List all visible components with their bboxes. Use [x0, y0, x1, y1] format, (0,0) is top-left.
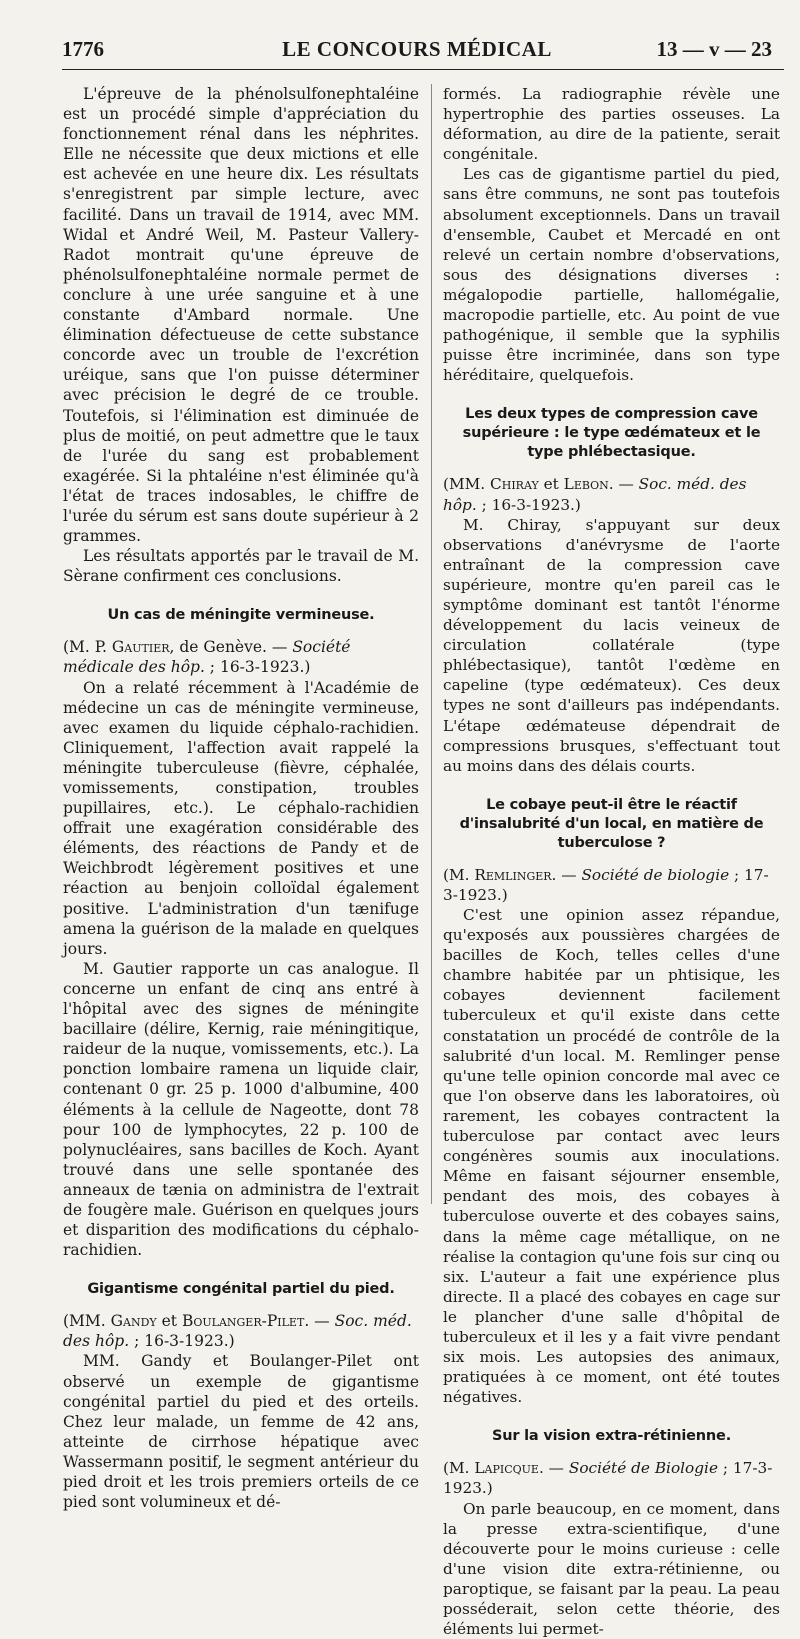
- paragraph: On parle beaucoup, en ce moment, dans la presse extra-scientifique, d'une découverte pour le moins curieuse : celle d'une vision dite extra-rétinienne, ou paroptique, se faisant par la peau. La peau posséderait, selon cette théorie, des éléments lui permet-: [443, 1499, 780, 1639]
- citation: (M. P. Gautier, de Genève. — Société médicale des hôp. ; 16-3-1923.): [63, 638, 351, 677]
- paragraph: M. Chiray, s'appuyant sur deux observations d'anévrysme de l'aorte entraînant de la compression cave supérieure, montre qu'en pareil cas le symptôme dominant est tantôt l'énorme développement du lacis veineux de circulation collatérale (type phlébectasique), tantôt l'œdème en capeline (type œdémateux). Ces deux types ne sont d'ailleurs pas indépendants. L'étape œdémateuse dépendrait de compressions brusques, s'effectuant tout au moins dans des délais courts.: [443, 515, 780, 775]
- citation: (MM. Chiray et Lebon. — Soc. méd. des hôp. ; 16-3-1923.): [443, 475, 747, 514]
- paragraph: Les résultats apportés par le travail de M. Sèrane confirment ces conclusions.: [63, 547, 419, 586]
- section-title: Sur la vision extra-rétinienne.: [492, 1428, 731, 1445]
- right-column: [443, 84, 780, 1639]
- paragraph: M. Gautier rapporte un cas analogue. Il concerne un enfant de cinq ans entré à l'hôpital avec des signes de méningite bacillaire (délire, Kernig, raie méningitique, raideur de la nuque, vomissements, etc.). La ponction lombaire ramena un liquide clair, contenant 0 gr. 25 p. 1000 d'albumine, 400 éléments à la cellule de Nageotte, dont 78 pour 100 de lymphocytes, 22 p. 100 de polynucléaires, sans bacilles de Koch. Ayant trouvé dans une selle spontanée des anneaux de tænia on administra de l'extrait de fougère male. Guérison en quelques jours et disparition des modifications du céphalo-rachidien.: [63, 959, 419, 1260]
- paragraph: formés. La radiographie révèle une hypertrophie des parties osseuses. La déformation, au dire de la patiente, serait congénitale.: [443, 85, 780, 164]
- paragraph: L'épreuve de la phénolsulfonephtaléine est un procédé simple d'appréciation du fonctionnement rénal dans les néphrites. Elle ne nécessite que deux mictions et elle est achevée en une heure dix. Les résultats s'enregistrent par simple lecture, avec facilité. Dans un travail de 1914, avec MM. Widal et André Weil, M. Pasteur Vallery-Radot montrait qu'une épreuve de phénolsulfonephtaléine normale permet de conclure à une urée sanguine et à une constante d'Ambard normale. Une élimination défectueuse de cette substance concorde avec un trouble de l'excrétion uréique, sans que l'on puisse déterminer avec précision le degré de ce trouble. Toutefois, si l'élimination est diminuée de plus de moitié, on peut admettre que le taux de l'urée du sang est probablement exagérée. Si la phtaléine n'est éliminée qu'à l'état de traces indosables, le chiffre de l'urée du sérum est sans doute supérieur à 2 grammes.: [63, 85, 419, 546]
- section-title: Le cobaye peut-il être le réactif d'insalubrité d'un local, en matière de tuberculose ?: [459, 796, 764, 851]
- journal-title: LE CONCOURS MÉDICAL: [282, 37, 552, 61]
- citation: (M. Lapicque. — Société de Biologie ; 17-3-1923.): [443, 1459, 773, 1498]
- paragraph: On a relaté récemment à l'Académie de médecine un cas de méningite vermineuse, avec examen du liquide céphalo-rachidien. Cliniquement, l'affection avait rappelé la méningite tuberculeuse (fièvre, céphalée, vomissements, constipation, troubles pupillaires, etc.). Le céphalo-rachidien offrait une exagération considérable des éléments, des réactions de Pandy et de Weichbrodt légèrement positives et une réaction au benjoin colloïdal également positive. L'administration d'un tænifuge amena la guérison de la malade en quelques jours.: [63, 678, 419, 958]
- section-title: Gigantisme congénital partiel du pied.: [87, 1281, 395, 1298]
- paragraph: C'est une opinion assez répandue, qu'exposés aux poussières chargées de bacilles de Koch, telles celles d'une chambre habitée par un phtisique, les cobayes deviennent facilement tuberculeux et qu'il existe dans cette constatation un procédé de contrôle de la salubrité d'un local. M. Remlinger pense qu'une telle opinion concorde mal avec ce que l'on observe dans les laboratoires, où rarement, les cobayes contractent la tuberculose par contact avec leurs congénères soumis aux inoculations. Même en faisant séjourner ensemble, pendant des mois, des cobayes à tuberculose ouverte et des cobayes sains, dans la même cage métallique, on ne réalise la contagion qu'une fois sur cinq ou six. L'auteur a fait une expérience plus directe. Il a placé des cobayes en cage sur le plancher d'une salle d'hôpital de tuberculeux et il les y a fait vivre pendant six mois. Les autopsies des animaux, pratiquées à ce moment, ont été toutes négatives.: [443, 906, 780, 1407]
- paragraph: Les cas de gigantisme partiel du pied, sans être communs, ne sont pas toutefois absolument exceptionnels. Dans un travail d'ensemble, Caubet et Mercadé en ont relevé un certain nombre d'observations, sous des désignations diverses : mégalopodie partielle, hallomégalie, macropodie partielle, etc. Au point de vue pathogénique, il semble que la syphilis puisse être incriminée, dans son type héréditaire, quelquefois.: [443, 165, 780, 385]
- citation: (M. Remlinger. — Société de biologie ; 17-3-1923.): [443, 865, 769, 904]
- column-divider: [431, 84, 432, 1204]
- left-column: [63, 84, 419, 1512]
- section-title: Un cas de méningite vermineuse.: [107, 607, 375, 624]
- page-header: [62, 37, 772, 67]
- page-number: 1776: [62, 37, 104, 61]
- citation: (MM. Gandy et Boulanger-Pilet. — Soc. méd. des hôp. ; 16-3-1923.): [63, 1312, 412, 1351]
- header-rule: [62, 69, 784, 70]
- issue-date: 13 — v — 23: [656, 37, 772, 61]
- paragraph: MM. Gandy et Boulanger-Pilet ont observé un exemple de gigantisme congénital partiel du pied et des orteils. Chez leur malade, un femme de 42 ans, atteinte de cirrhose hépatique avec Wassermann positif, le segment antérieur du pied droit et les trois premiers orteils de ce pied sont volumineux et dé-: [63, 1352, 419, 1512]
- section-title: Les deux types de compression cave supérieure : le type œdémateux et le type phlébectasique.: [462, 406, 761, 461]
